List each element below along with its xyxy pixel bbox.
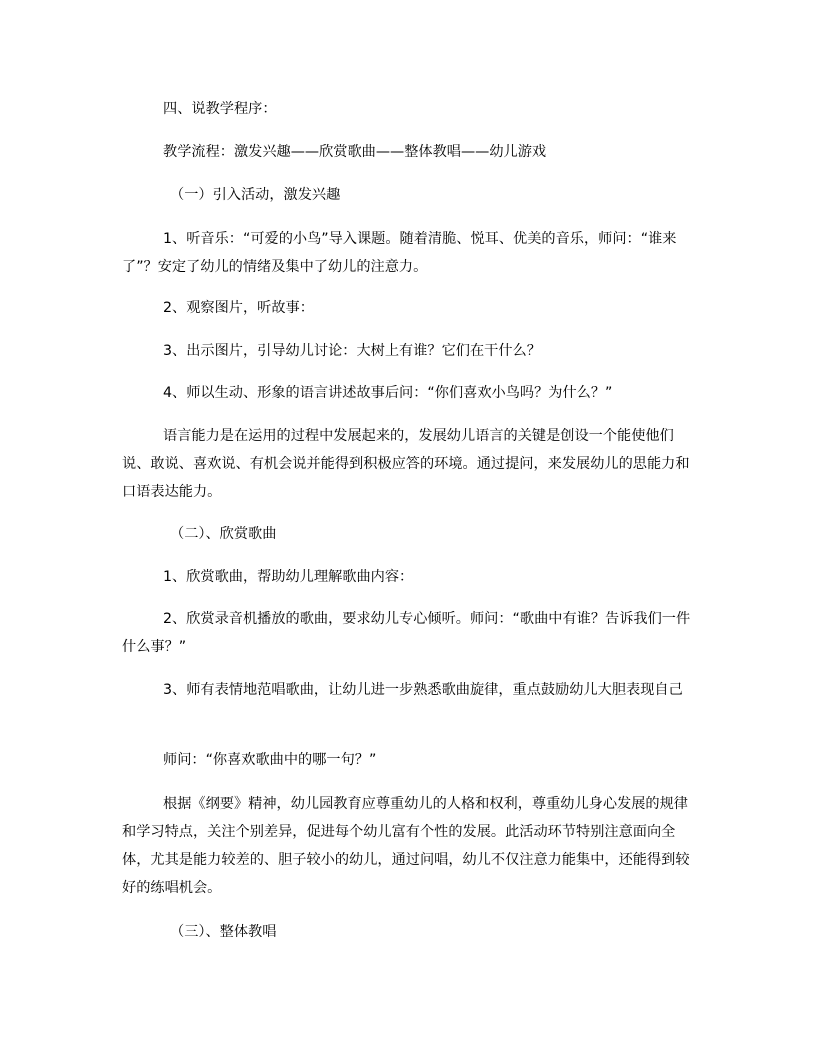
- subheading-whole-teaching: （三）、整体教唱: [170, 924, 277, 940]
- paragraph-appreciate-song: 1、欣赏歌曲，帮助幼儿理解歌曲内容：: [163, 569, 414, 585]
- subheading-appreciate-song: （二）、欣赏歌曲: [170, 526, 277, 542]
- paragraph-show-pictures: 3、出示图片，引导幼儿讨论：大树上有谁？它们在干什么？: [163, 343, 541, 359]
- section-heading-teaching-procedure: 四、说教学程序：: [163, 101, 277, 117]
- paragraph-teacher-asks: 师问：“你喜欢歌曲中的哪一句？”: [163, 752, 377, 768]
- paragraph-language-ability: 语言能力是在运用的过程中发展起来的，发展幼儿语言的关键是创设一个能使他们说、敢说、喜欢说、有机会说并能得到积极应答的环境。通过提问，来发展幼儿的思能力和口语表达能力。: [122, 428, 690, 500]
- paragraph-listen-music: 1、听音乐：“可爱的小鸟”导入课题。随着清脆、悦耳、优美的音乐，师问：“谁来了”？安定了幼儿的情绪及集中了幼儿的注意力。: [122, 231, 677, 275]
- teaching-flow: 教学流程：激发兴趣——欣赏歌曲——整体教唱——幼儿游戏: [163, 144, 547, 160]
- paragraph-tell-story: 4、师以生动、形象的语言讲述故事后问：“你们喜欢小鸟吗？为什么？”: [163, 385, 613, 401]
- paragraph-teacher-sings: 3、师有表情地范唱歌曲，让幼儿进一步熟悉歌曲旋律，重点鼓励幼儿大胆表现自己: [163, 682, 683, 698]
- paragraph-outline-spirit: 根据《纲要》精神，幼儿园教育应尊重幼儿的人格和权利，尊重幼儿身心发展的规律和学习特点，关注个别差异，促进每个幼儿富有个性的发展。此活动环节特别注意面向全体，尤其是能力较差的、胆子较小的幼儿，通过问唱，幼儿不仅注意力能集中，还能得到较好的练唱机会。: [122, 796, 690, 896]
- subheading-intro-activity: （一）引入活动，激发兴趣: [170, 187, 341, 203]
- paragraph-observe-pictures: 2、观察图片，听故事：: [163, 300, 314, 316]
- paragraph-recorder-song: 2、欣赏录音机播放的歌曲，要求幼儿专心倾听。师问：“歌曲中有谁？告诉我们一件什么事？”: [122, 611, 691, 655]
